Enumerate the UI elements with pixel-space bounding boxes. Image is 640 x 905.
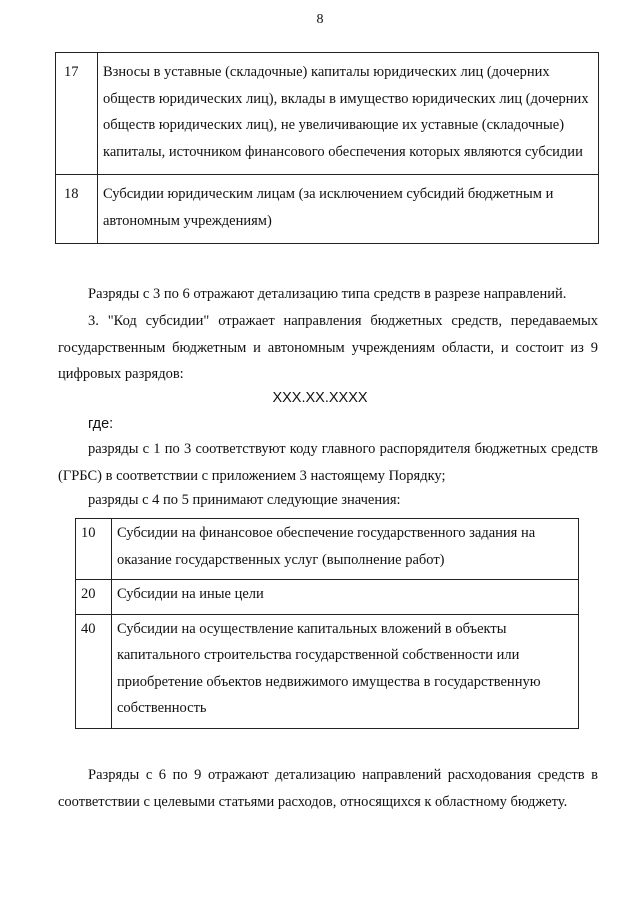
paragraph-subsidy-code: 3. "Код субсидии" отражает направления бюджетных средств, передаваемых государственным бюджетным и автономным учреждениям области, и состоит из 9 цифровых разрядов: (58, 313, 598, 382)
subsidy-type-table (75, 518, 579, 729)
code-format: XXX.XX.XXXX (272, 390, 368, 406)
row-description: Субсидии на иные цели (112, 580, 579, 615)
row-description: Субсидии на осуществление капитальных вложений в объекты капитального строительства государственной собственности или приобретение объектов недвижимого имущества в государственную собственность (112, 614, 579, 728)
row-description: Взносы в уставные (складочные) капиталы юридических лиц (дочерних обществ юридических лиц), вклады в имущество юридических лиц (дочерних обществ юридических лиц), не увеличивающие их уставные (складочные) капиталы, источником финансового обеспечения которых являются субсидии (98, 53, 599, 175)
page-number: 8 (316, 12, 324, 27)
table-row (56, 175, 599, 244)
table-row (76, 519, 579, 580)
paragraph-digits-1-3: разряды с 1 по 3 соответствуют коду главного распорядителя бюджетных средств (ГРБС) в соответствии с приложением 3 настоящему Порядку; (58, 441, 598, 484)
table-row (76, 580, 579, 615)
row-description: Субсидии юридическим лицам (за исключением субсидий бюджетным и автономным учреждениям) (98, 175, 599, 244)
where-label: где: (88, 416, 114, 432)
table-row (56, 53, 599, 175)
row-description: Субсидии на финансовое обеспечение государственного задания на оказание государственных услуг (выполнение работ) (112, 519, 579, 580)
paragraph-digits-4-5: разряды с 4 по 5 принимают следующие значения: (88, 492, 401, 508)
row-code: 20 (76, 580, 112, 615)
paragraph-digits-6-9: Разряды с 6 по 9 отражают детализацию направлений расходования средств в соответствии с целевыми статьями расходов, относящихся к областному бюджету. (58, 767, 598, 810)
row-code: 40 (76, 614, 112, 728)
paragraph-digits-3-6: Разряды с 3 по 6 отражают детализацию типа средств в разрезе направлений. (88, 286, 567, 302)
row-code: 17 (56, 53, 98, 175)
row-code: 18 (56, 175, 98, 244)
table-row (76, 614, 579, 728)
row-code: 10 (76, 519, 112, 580)
expense-type-table (55, 52, 599, 244)
